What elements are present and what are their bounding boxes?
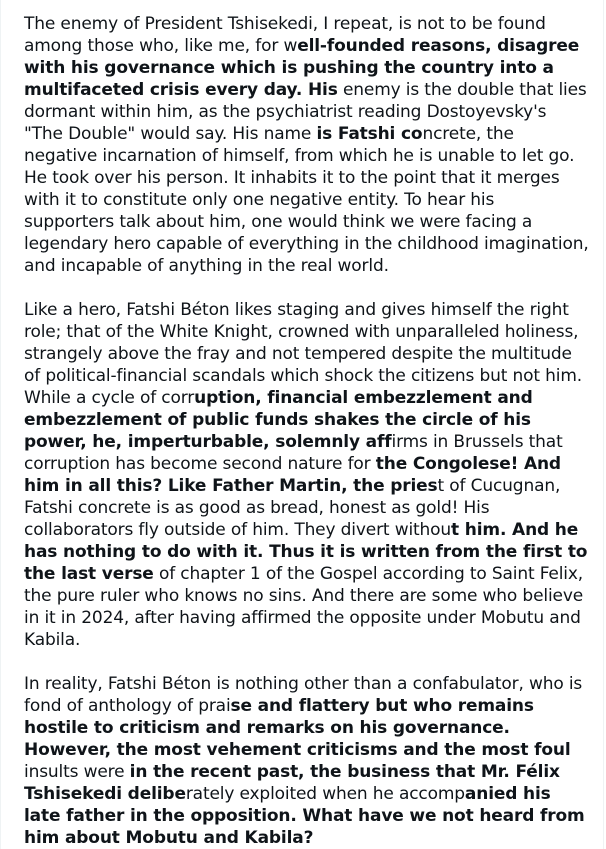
bold-text-run: is Fatshi co — [316, 124, 423, 144]
text-run: insults were — [24, 762, 130, 782]
bold-text-run: t him. And he has nothing to do with it. Thus it is written from the first to the last verse — [24, 520, 588, 584]
bold-text-run: anied his late father in the opposition. What have we not heard from him about Mobutu and Kabila? — [24, 784, 585, 848]
post-text — [24, 13, 589, 849]
bold-text-run: the Congolese! And him in all this? Like Father Martin, the pries — [24, 454, 561, 496]
text-run: Like a hero, Fatshi Béton likes staging and gives himself the right role; that of the White Knight, crowned with unparalleled holiness, strangely above the fray and not tempered despite the multitude of political-financial scandals which shock the citizens but not him. While a cycle of corr — [24, 300, 583, 408]
paragraph-3 — [24, 673, 589, 849]
bold-text-run: se and flattery but who remains hostile to criticism and remarks on his governance. However, the most vehement criticisms and the most foul — [24, 696, 571, 760]
bold-text-run: ell-founded reasons, disagree with his governance which is pushing the country into a multifaceted crisis every day. His — [24, 36, 580, 100]
bold-text-run: uption, financial embezzlement and embezzlement of public funds shakes the circle of his power, he, imperturbable, solemnly aff — [24, 388, 533, 452]
text-run: ncrete, the negative incarnation of himself, from which he is unable to let go. He took over his person. It inhabits it to the point that it merges with it to constitute only one negative entity. To hear his supporters talk about him, one would think we were facing a legendary hero capable of everything in the childhood imagination, and incapable of anything in the real world. — [24, 124, 589, 276]
text-run: irms in Brussels that corruption has become second nature for — [24, 432, 563, 474]
text-run: In reality, Fatshi Béton is nothing other than a confabulator, who is fond of anthology of prai — [24, 674, 583, 716]
text-run: of chapter 1 of the Gospel according to Saint Felix, the pure ruler who knows no sins. And there are some who believe in it in 2024, after having affirmed the opposite under Mobutu and Kabila. — [24, 564, 584, 650]
text-run: rately exploited when he accomp — [185, 784, 465, 804]
text-run: The enemy of President Tshisekedi, I repeat, is not to be found among those who, like me, for w — [24, 14, 546, 56]
paragraph-2 — [24, 299, 589, 651]
bold-text-run: in the recent past, the business that Mr. Félix Tshisekedi delibe — [24, 762, 560, 804]
text-run: enemy is the double that lies dormant within him, as the psychiatrist reading Dostoyevsky's "The Double" would say. His name — [24, 80, 587, 144]
paragraph-1 — [24, 13, 589, 277]
text-run: t of Cucugnan, Fatshi concrete is as good as bread, honest as gold! His collaborators fly outside of him. They divert withou — [24, 476, 561, 540]
